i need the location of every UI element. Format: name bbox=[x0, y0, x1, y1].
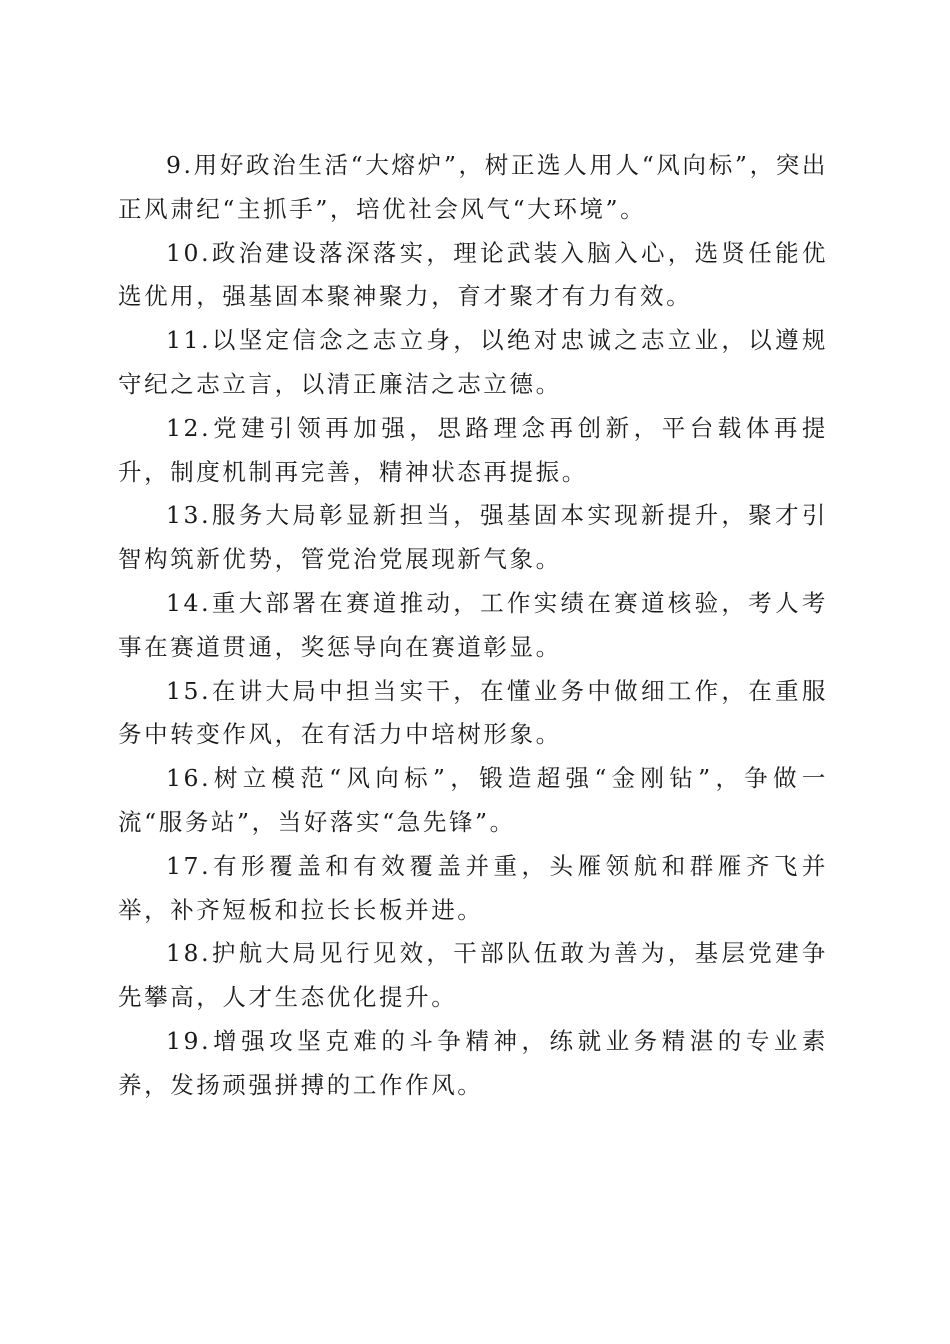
document-body bbox=[118, 144, 828, 1108]
paragraph-12: 12.党建引领再加强，思路理念再创新，平台载体再提升，制度机制再完善，精神状态再提振。 bbox=[118, 413, 828, 486]
paragraph-11: 11.以坚定信念之志立身，以绝对忠诚之志立业，以遵规守纪之志立言，以清正廉洁之志立德。 bbox=[118, 326, 828, 398]
paragraph-16: 16.树立模范“风向标”，锻造超强“金刚钻”，争做一流“服务站”，当好落实“急先锋”。 bbox=[118, 764, 828, 836]
paragraph-18: 18.护航大局见行见效，干部队伍敢为善为，基层党建争先攀高，人才生态优化提升。 bbox=[118, 939, 828, 1012]
paragraph-19: 19.增强攻坚克难的斗争精神，练就业务精湛的专业素养，发扬顽强拼搏的工作作风。 bbox=[118, 1026, 828, 1099]
paragraph-17: 17.有形覆盖和有效覆盖并重，头雁领航和群雁齐飞并举，补齐短板和拉长长板并进。 bbox=[118, 851, 828, 924]
paragraph-15: 15.在讲大局中担当实干，在懂业务中做细工作，在重服务中转变作风，在有活力中培树形象。 bbox=[118, 676, 828, 749]
paragraph-10: 10.政治建设落深落实，理论武装入脑入心，选贤任能优选优用，强基固本聚神聚力，育才聚才有力有效。 bbox=[118, 238, 828, 311]
paragraph-13: 13.服务大局彰显新担当，强基固本实现新提升，聚才引智构筑新优势，管党治党展现新气象。 bbox=[118, 501, 828, 574]
paragraph-14: 14.重大部署在赛道推动，工作实绩在赛道核验，考人考事在赛道贯通，奖惩导向在赛道彰显。 bbox=[118, 588, 828, 661]
paragraph-9: 9.用好政治生活“大熔炉”，树正选人用人“风向标”，突出正风肃纪“主抓手”，培优社会风气“大环境”。 bbox=[118, 151, 828, 223]
